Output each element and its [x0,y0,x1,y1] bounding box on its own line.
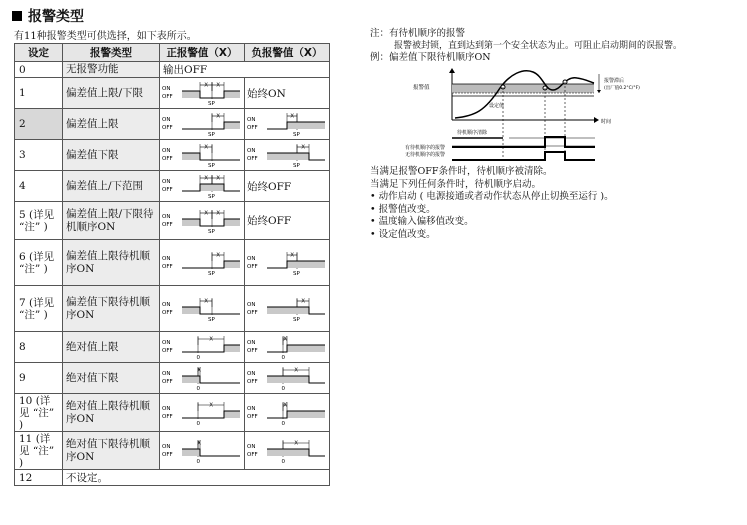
negative-alarm-cell [245,332,330,363]
alarm-type-cell: 绝对值上限待机顺序ON [63,394,160,432]
alarm-output-waveform [247,142,327,168]
off-label: OFF [162,451,173,458]
alarm-output-waveform [247,111,327,137]
positive-alarm-cell [160,140,245,171]
sp-label: SP [293,132,300,138]
positive-alarm-cell [160,171,245,202]
alarm-type-cell: 偏差值下限待机顺序ON [63,286,160,332]
alarm-output-waveform [247,400,327,426]
alarm-output-waveform [162,173,242,199]
off-label: OFF [162,156,173,162]
off-label: OFF [247,125,258,131]
positive-alarm-cell [160,394,245,432]
x-label: X [209,402,213,408]
x-label: X [209,336,213,343]
graph-label-without-standby: 无待机顺序的报警 [405,152,446,158]
note-title: 注：有待机顺序的报警 [370,28,466,39]
positive-alarm-cell [160,78,245,109]
alarm-output-waveform [247,365,327,391]
zero-label: 0 [196,458,200,465]
off-label: OFF [247,451,258,458]
note-line: • 设定值改变。 [370,228,436,240]
off-label: OFF [162,413,173,420]
table-row [15,470,330,486]
zero-label: 0 [196,355,200,361]
positive-alarm-cell [160,332,245,363]
alarm-output-waveform [247,334,327,360]
alarm-output-waveform [162,296,242,322]
on-label: ON [247,443,256,450]
alarm-type-table [14,43,330,486]
positive-alarm-cell [160,286,245,332]
graph-label-setpoint: 设定值 [489,103,505,109]
alarm-type-cell: 绝对值上限 [63,332,160,363]
graph-label-hysteresis-sub: (出厂值0.2°C/°F) [604,86,640,91]
x-label: X [301,298,305,304]
zero-label: 0 [196,420,200,427]
negative-alarm-cell [245,432,330,470]
table-row [15,432,330,470]
on-label: ON [162,301,171,308]
section-title: 报警类型 [28,9,84,25]
zero-label: 0 [196,386,200,392]
on-label: ON [247,405,256,412]
x-label: X [204,298,208,304]
zero-label: 0 [281,386,285,392]
table-header-row [15,44,330,62]
alarm-type-cell: 偏差值上限 [63,109,160,140]
note-line: 当满足下列任何条件时，待机顺序启动。 [370,178,542,190]
x-label: X [197,440,201,446]
off-label: OFF [162,125,173,131]
alarm-output-waveform [162,438,242,464]
off-label: OFF [162,263,173,270]
off-label: OFF [247,156,258,162]
table-row [15,140,330,171]
note-line: • 温度输入偏移值改变。 [370,216,474,227]
zero-label: 0 [281,458,285,465]
alarm-type-cell: 偏差值上/下范围 [63,171,160,202]
x-label: X [283,336,287,343]
alarm-output-waveform [162,111,242,137]
off-label: OFF [247,348,258,354]
alarm-output-waveform [162,334,242,360]
alarm-type-cell: 绝对值下限待机顺序ON [63,432,160,470]
alarm-output-waveform [162,142,242,168]
standby-notes [370,166,614,241]
note-body: 报警被封锁，直到达到第一个安全状态为止。可阻止启动期间的误报警。 [394,41,683,51]
off-label: OFF [247,413,258,420]
alarm-type-cell: 偏差值下限 [63,140,160,171]
x-label: X [204,82,208,89]
alarm-type-cell: 偏差值上限/下限待机顺序ON [63,202,160,240]
on-label: ON [162,443,171,450]
table-row [15,62,330,78]
graph-label-hysteresis: 报警滞后 [604,78,625,84]
alarm-output-waveform [162,250,242,276]
sp-label: SP [208,228,215,235]
setting-cell: 4 [15,171,63,202]
on-label: ON [162,179,171,185]
alarm-type-cell: 绝对值下限 [63,363,160,394]
on-label: ON [162,213,171,220]
col-type: 报警类型 [63,44,160,62]
negative-alarm-cell [245,140,330,171]
negative-alarm-cell [245,286,330,332]
off-label: OFF [162,379,173,385]
section-heading [12,6,84,26]
note-line: • 动作启动 ( 电源接通或者动作状态从停止切换至运行 )。 [370,191,614,202]
alarm-type-cell: 偏差值上限/下限 [63,78,160,109]
zero-label: 0 [281,420,285,427]
negative-alarm-cell: 始终OFF [245,202,330,240]
col-setting: 设定 [15,44,63,62]
setting-cell: 11 (详见 “注” ) [15,432,63,470]
off-label: OFF [247,263,258,270]
x-label: X [290,252,294,258]
sp-label: SP [208,194,215,200]
negative-alarm-cell: 始终OFF [245,171,330,202]
x-label: X [294,440,298,446]
on-label: ON [162,255,171,262]
setting-cell: 9 [15,363,63,394]
x-label: X [216,82,220,89]
table-row [15,394,330,432]
sp-label: SP [208,163,215,169]
intro-text: 有11种报警类型可供选择，如下表所示。 [14,31,197,42]
alarm-output-waveform [247,438,327,464]
setting-cell: 3 [15,140,63,171]
setting-cell: 6 (详见 “注” ) [15,240,63,286]
not-set-cell: 不设定。 [63,470,330,486]
alarm-type-cell: 无报警功能 [63,62,160,78]
table-row [15,286,330,332]
col-pos: 正报警值（X） [160,44,245,62]
x-label: X [216,175,220,182]
on-label: ON [247,255,256,262]
sp-label: SP [293,270,300,277]
alarm-type-cell: 偏差值上限待机顺序ON [63,240,160,286]
x-label: X [301,144,305,151]
col-neg: 负报警值（X） [245,44,330,62]
sp-label: SP [208,101,215,107]
on-label: ON [247,148,256,154]
alarm-output-waveform [162,400,242,426]
sp-label: SP [293,163,300,169]
x-label: X [204,144,208,151]
x-label: X [216,113,220,120]
x-label: X [290,113,294,120]
table-row [15,240,330,286]
positive-alarm-cell [160,363,245,394]
table-row [15,109,330,140]
sp-label: SP [293,316,300,323]
square-bullet-icon [12,11,22,21]
x-label: X [204,210,208,216]
note-line: • 报警值改变。 [370,203,436,215]
sp-label: SP [208,270,215,277]
on-label: ON [247,301,256,308]
on-label: ON [162,86,171,92]
positive-alarm-cell [160,202,245,240]
table-row [15,202,330,240]
x-label: X [197,367,201,374]
graph-label-alarm-value: 报警值 [413,85,430,91]
note-line: 当满足报警OFF条件时，待机顺序被清除。 [370,166,553,177]
on-label: ON [162,117,171,123]
setting-cell: 5 (详见 “注” ) [15,202,63,240]
off-label: OFF [162,348,173,354]
setting-cell: 12 [15,470,63,486]
setting-cell: 1 [15,78,63,109]
alarm-output-waveform [247,250,327,276]
table-row [15,363,330,394]
table-row [15,332,330,363]
graph-label-with-standby: 有待机顺序的报警 [405,145,446,151]
x-label: X [283,402,287,408]
x-label: X [216,252,220,258]
negative-alarm-cell [245,240,330,286]
negative-alarm-cell [245,394,330,432]
negative-alarm-cell: 始终ON [245,78,330,109]
positive-alarm-cell [160,240,245,286]
on-label: ON [162,405,171,412]
on-label: ON [247,371,256,377]
off-label: OFF [162,309,173,316]
setting-cell: 10 (详见 “注” ) [15,394,63,432]
alarm-output-waveform [247,296,327,322]
on-label: ON [162,148,171,154]
setting-cell: 7 (详见 “注” ) [15,286,63,332]
alarm-output-waveform [162,80,242,106]
graph-label-standby-cleared: 待机顺序清除 [457,130,488,136]
on-label: ON [247,340,256,346]
setting-cell: 2 [15,109,63,140]
table-row [15,78,330,109]
off-label: OFF [162,187,173,193]
off-label: OFF [247,379,258,385]
alarm-output-waveform [162,365,242,391]
positive-alarm-cell [160,432,245,470]
standby-sequence-graph [405,66,640,166]
table-row [15,171,330,202]
off-label: OFF [247,309,258,316]
on-label: ON [162,371,171,377]
on-label: ON [247,117,256,123]
off-label: OFF [162,221,173,228]
off-label: OFF [162,94,173,100]
alarm-output-waveform [162,208,242,234]
sp-label: SP [208,316,215,323]
x-label: X [204,175,208,182]
setting-cell: 0 [15,62,63,78]
sp-label: SP [208,132,215,138]
note-example: 例：偏差值下限待机顺序ON [370,52,491,63]
on-label: ON [162,340,171,346]
x-label: X [216,210,220,216]
x-label: X [294,367,298,374]
setting-cell: 8 [15,332,63,363]
negative-alarm-cell [245,363,330,394]
negative-alarm-cell [245,109,330,140]
output-off-cell: 输出OFF [160,62,330,78]
zero-label: 0 [281,355,285,361]
graph-label-time: 时间 [601,119,612,125]
positive-alarm-cell [160,109,245,140]
